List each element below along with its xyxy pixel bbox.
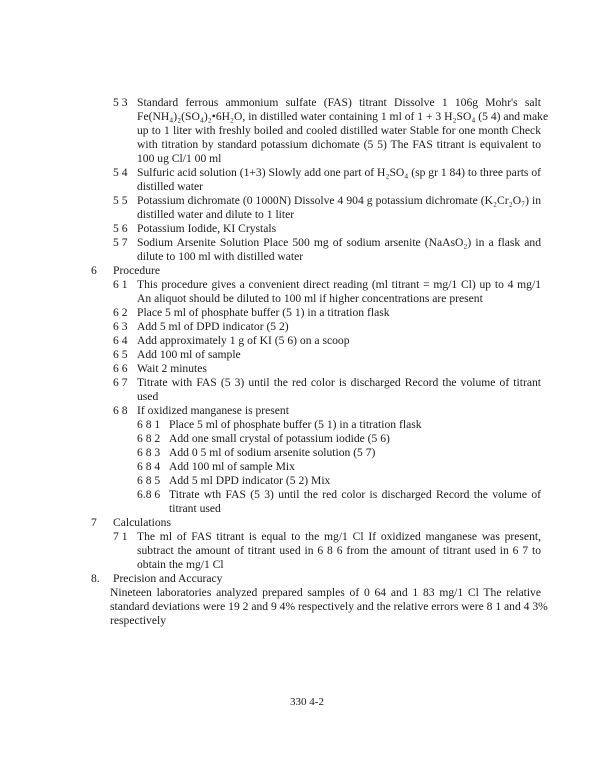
paragraph-line: titrant used bbox=[169, 502, 221, 515]
section-number: 8. bbox=[91, 572, 100, 585]
section-number: 6 8 3 bbox=[137, 446, 161, 459]
paragraph-line: If oxidized manganese is present bbox=[137, 404, 289, 417]
paragraph-line: Potassium dichromate (0 1000N) Dissolve 4 904 g potassium dichromate (K₂Cr₂O₇) in bbox=[137, 194, 541, 207]
paragraph-line: Fe(NH₄)₂(SO₄)₂•6H₂O, in distilled water containing 1 ml of 1 + 3 H₂SO₄ (5 4) and make bbox=[137, 110, 549, 123]
section-number: 5 7 bbox=[113, 236, 128, 249]
paragraph-line: Procedure bbox=[113, 264, 160, 277]
section-number: 5 4 bbox=[113, 166, 128, 179]
paragraph-line: distilled water and dilute to 1 liter bbox=[137, 208, 295, 221]
paragraph-line: Potassium Iodide, KI Crystals bbox=[137, 222, 277, 235]
section-number: 6 8 5 bbox=[137, 474, 161, 487]
paragraph-line: Add one small crystal of potassium iodide (5 6) bbox=[169, 432, 390, 445]
section-number: 6 7 bbox=[113, 376, 128, 389]
paragraph-line: Wait 2 minutes bbox=[137, 362, 207, 375]
section-number: 6 bbox=[91, 264, 97, 277]
paragraph-line: Titrate wth FAS (5 3) until the red color is discharged Record the volume of bbox=[169, 488, 541, 501]
paragraph-line: Precision and Accuracy bbox=[113, 572, 223, 585]
paragraph-line: Place 5 ml of phosphate buffer (5 1) in a titration flask bbox=[137, 306, 390, 319]
page-number: 330 4-2 bbox=[290, 696, 324, 708]
paragraph-line: Calculations bbox=[113, 516, 171, 529]
paragraph-line: used bbox=[137, 390, 159, 403]
section-number: 6 8 4 bbox=[137, 460, 161, 473]
paragraph-line: Add 5 ml DPD indicator (5 2) Mix bbox=[169, 474, 331, 487]
paragraph-line: The ml of FAS titrant is equal to the mg/1 Cl If oxidized manganese was present, bbox=[137, 530, 541, 543]
paragraph-line: subtract the amount of titrant used in 6 8 6 from the amount of titrant used in 6 7 to bbox=[137, 544, 541, 557]
section-number: 6 8 bbox=[113, 404, 128, 417]
paragraph-line: Nineteen laboratories analyzed prepared samples of 0 64 and 1 83 mg/1 Cl The relative bbox=[110, 586, 541, 599]
section-number: 5 3 bbox=[113, 96, 128, 109]
paragraph-line: dilute to 100 ml with distilled water bbox=[137, 250, 304, 263]
section-number: 6 4 bbox=[113, 334, 128, 347]
paragraph-line: Add 100 ml of sample Mix bbox=[169, 460, 295, 473]
section-number: 6 8 1 bbox=[137, 418, 161, 431]
section-number: 6 8 2 bbox=[137, 432, 161, 445]
paragraph-line: Place 5 ml of phosphate buffer (5 1) in a titration flask bbox=[169, 418, 422, 431]
paragraph-line: Add approximately 1 g of KI (5 6) on a scoop bbox=[137, 334, 350, 347]
paragraph-line: An aliquot should be diluted to 100 ml if higher concentrations are present bbox=[137, 292, 483, 305]
section-number: 6 5 bbox=[113, 348, 128, 361]
paragraph-line: distilled water bbox=[137, 180, 204, 193]
paragraph-line: Standard ferrous ammonium sulfate (FAS) titrant Dissolve 1 106g Mohr's salt bbox=[137, 96, 541, 109]
section-number: 5 5 bbox=[113, 194, 128, 207]
paragraph-line: Add 100 ml of sample bbox=[137, 348, 241, 361]
section-number: 7 bbox=[91, 516, 97, 529]
paragraph-line: Sodium Arsenite Solution Place 500 mg of sodium arsenite (NaAsO₂) in a flask and bbox=[137, 236, 541, 249]
section-number: 6 3 bbox=[113, 320, 128, 333]
paragraph-line: respectively bbox=[110, 614, 167, 627]
paragraph-line: standard deviations were 19 2 and 9 4% respectively and the relative errors were 8 1 and 4 3% bbox=[110, 600, 548, 613]
paragraph-line: Add 0 5 ml of sodium arsenite solution (5 7) bbox=[169, 446, 376, 459]
paragraph-line: Add 5 ml of DPD indicator (5 2) bbox=[137, 320, 289, 333]
section-number: 6 6 bbox=[113, 362, 128, 375]
paragraph-line: up to 1 liter with freshly boiled and cooled distilled water Stable for one month Check bbox=[137, 124, 541, 137]
section-number: 6.8 6 bbox=[137, 488, 161, 501]
paragraph-line: 100 ug Cl/1 00 ml bbox=[137, 152, 222, 165]
paragraph-line: Titrate with FAS (5 3) until the red color is discharged Record the volume of titrant bbox=[137, 376, 541, 389]
paragraph-line: This procedure gives a convenient direct reading (ml titrant = mg/1 Cl) up to 4 mg/1 bbox=[137, 278, 541, 291]
section-number: 6 1 bbox=[113, 278, 128, 291]
section-number: 5 6 bbox=[113, 222, 128, 235]
paragraph-line: with titration by standard potassium dichomate (5 5) The FAS titrant is equivalent to bbox=[137, 138, 541, 151]
section-number: 6 2 bbox=[113, 306, 128, 319]
paragraph-line: obtain the mg/1 Cl bbox=[137, 558, 224, 571]
section-number: 7 1 bbox=[113, 530, 128, 543]
paragraph-line: Sulfuric acid solution (1+3) Slowly add one part of H₂SO₄ (sp gr 1 84) to three parts of bbox=[137, 166, 541, 179]
